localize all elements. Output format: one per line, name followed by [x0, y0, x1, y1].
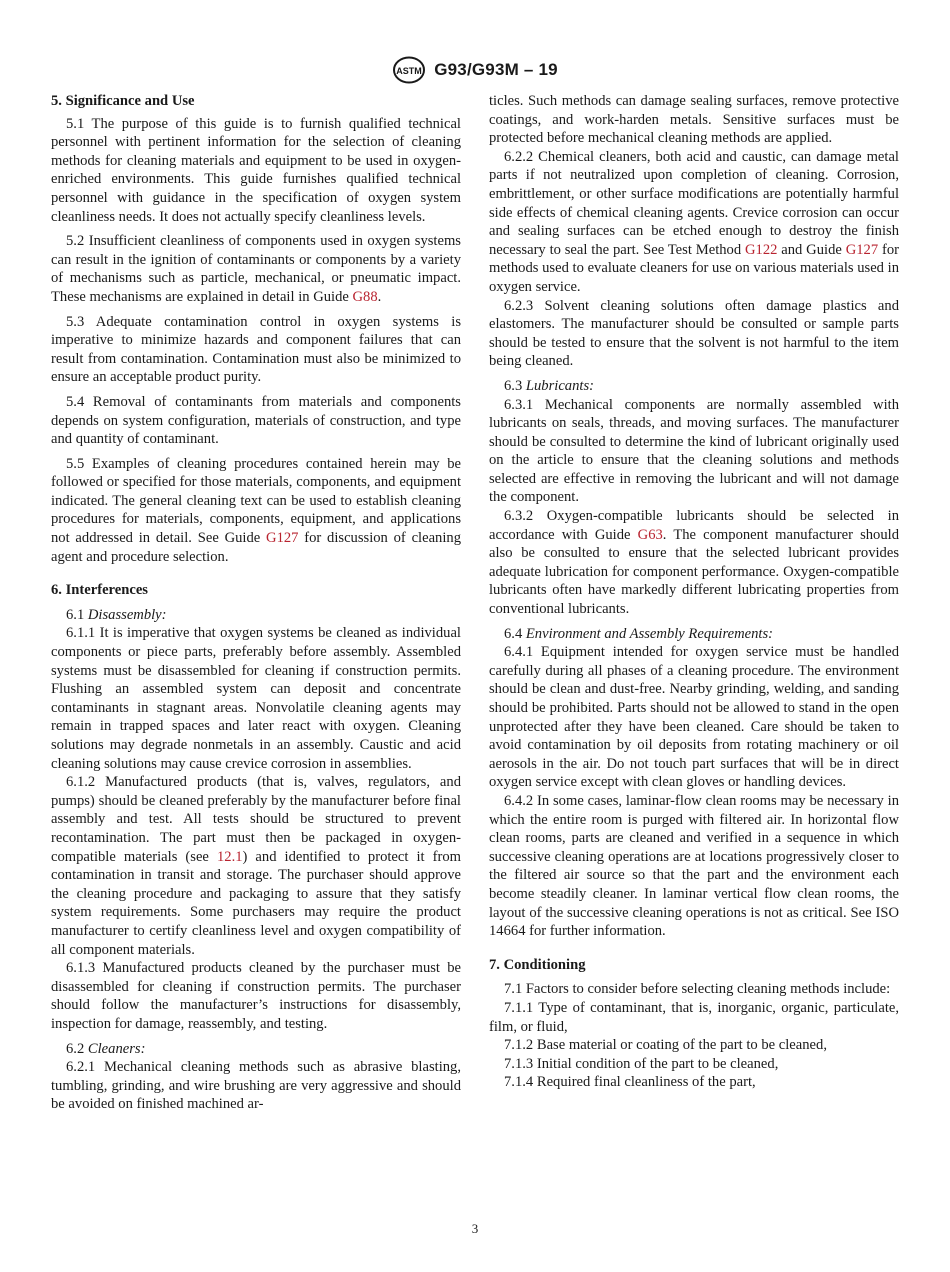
paragraph-5-4: 5.4 Removal of contaminants from materials and components depends on system configuration, materials of construction, and type and quantity of contaminant.: [51, 393, 461, 448]
section-6-heading: 6. Interferences: [51, 582, 148, 599]
paragraph-6-1-2: 6.1.2 Manufactured products (that is, valves, regulators, and pumps) should be cleaned preferably by the manufacturer before final assembly and test. All tests should be structured to prevent recontamination. The part must then be packaged in oxygen-compatible materials (see 12.1) and identified to protect it from contamination in transit and storage. The purchaser should approve the cleaning procedure and packaging to assure that they satisfy system requirements. Some purchasers may require the product manufacturer to certify cleanliness level and oxygen compatibility of all component materials.: [51, 774, 462, 958]
paragraph-7-1-3: 7.1.3 Initial condition of the part to be cleaned,: [504, 1055, 779, 1072]
reference-link-g127-b[interactable]: G127: [845, 241, 879, 258]
paragraph-6-2-2: 6.2.2 Chemical cleaners, both acid and caustic, can damage metal parts if not neutralized upon completion of cleaning. Corrosion, embrittlement, or other surface modifications are potentially harmful side effects of chemical cleaning agents. Crevice corrosion can occur and sealing surfaces can be etched enough to destroy the finish necessary to seal the part. See Test Method G122 and Guide G127 for methods used to evaluate cleaners for use on various materials used in oxygen service.: [489, 148, 899, 295]
paragraph-5-3: 5.3 Adequate contamination control in oxygen systems is imperative to minimize hazards and component failures that can result from contamination. Contamination must also be minimized to ensure an acceptable product purity.: [51, 313, 461, 386]
paragraph-6-2: 6.2 Cleaners:: [66, 1040, 146, 1057]
reference-link-12-1[interactable]: 12.1: [216, 848, 243, 865]
paragraph-6-3-2: 6.3.2 Oxygen-compatible lubricants should be selected in accordance with Guide G63. The component manufacturer should also be consulted to ensure that the selected lubricant provides adequate lubrication for component performance. Oxygen-compatible lubricants often have markedly different lubricating properties from conventional lubricants.: [489, 508, 899, 618]
paragraph-6-1: 6.1 Disassembly:: [66, 606, 167, 623]
paragraph-5-1: 5.1 The purpose of this guide is to furnish qualified technical personnel with pertinent information for the selection of cleaning methods for cleaning materials and equipment to be used in oxygen-enriched environments. This guide furnishes qualified technical personnel with guidance in the specification of oxygen system cleanliness needs. It does not actually specify cleanliness levels.: [51, 115, 461, 225]
standard-designation: G93/G93M – 19: [434, 60, 558, 79]
paragraph-7-1-2: 7.1.2 Base material or coating of the part to be cleaned,: [504, 1037, 827, 1054]
astm-logo-icon: [392, 56, 426, 84]
paragraph-6-2-3: 6.2.3 Solvent cleaning solutions often damage plastics and elastomers. The manufacturer should be consulted or sample parts should be tested to ensure that the solvent is not harmful to the item being cleaned.: [489, 297, 899, 370]
paragraph-7-1-1: 7.1.1 Type of contaminant, that is, inorganic, organic, particulate, film, or fluid,: [489, 999, 899, 1035]
paragraph-5-2: 5.2 Insufficient cleanliness of components used in oxygen systems can result in the ignition of contaminants or components by a variety of mechanisms such as particle, mechanical, or pneumatic impact. These mechanisms are explained in detail in Guide G88.: [51, 233, 461, 305]
paragraph-7-1: 7.1 Factors to consider before selecting cleaning methods include:: [504, 981, 891, 998]
reference-link-g63[interactable]: G63: [637, 526, 663, 543]
right-column: [489, 92, 899, 1092]
reference-link-g88[interactable]: G88: [352, 288, 378, 305]
section-5-heading: 5. Significance and Use: [51, 93, 195, 109]
paragraph-6-1-3: 6.1.3 Manufactured products cleaned by the purchaser must be disassembled for cleaning if construction permits. The purchaser should follow the manufacturer’s instructions for disassembly, inspection for damage, reassembly, and testing.: [51, 960, 461, 1032]
paragraph-6-4: 6.4 Environment and Assembly Requirements:: [504, 625, 773, 642]
paragraph-6-3-1: 6.3.1 Mechanical components are normally assembled with lubricants on seals, threads, and moving surfaces. The manufacturer should be consulted to determine the kind of lubricant originally used on the article to ensure that the cleaning solutions and methods selected are effective in removing the lubricant and will not damage the component.: [489, 396, 899, 506]
paragraph-6-1-1: 6.1.1 It is imperative that oxygen systems be cleaned as individual components or piece parts, preferably before assembly. Assembled systems must be disassembled for cleaning if construction permits. Flushing an assembled system can deposit and concentrate contaminants in stagnant areas. Nonvolatile cleaning agents may remain in trapped spaces and later react with oxygen. Cleaning solutions may degrade nonmetals in an assembly. Caustic and acid cleaning solutions may cause crevice corrosion in assemblies.: [51, 625, 461, 772]
paragraph-5-5: 5.5 Examples of cleaning procedures contained herein may be followed or specified for those materials, components, and equipment indicated. The general cleaning text can be used to establish cleaning procedures for materials, components, equipment, and applications not addressed in detail. See Guide G127 for discussion of cleaning agent and procedure selection.: [51, 455, 462, 565]
astm-logo-text: ASTM: [396, 66, 422, 76]
page-header: [0, 56, 950, 84]
paragraph-6-2-1-continued: ticles. Such methods can damage sealing surfaces, remove protective coatings, and work-harden metals. Sensitive surfaces must be protected before mechanical cleaning methods are applied.: [489, 93, 899, 147]
section-7-heading: 7. Conditioning: [489, 956, 586, 973]
paragraph-6-4-2: 6.4.2 In some cases, laminar-flow clean rooms may be necessary in which the entire room is purged with filtered air. In horizontal flow clean rooms, parts are cleaned and verified in a sequence in which successive cleaning operations are at locations progressively closer to the filtered air source so that the part and the environment each become steadily cleaner. In laminar vertical flow clean rooms, the layout of the successive cleaning operations is not as critical. See ISO 14664 for further information.: [489, 792, 899, 940]
paragraph-6-3: 6.3 Lubricants:: [504, 377, 594, 394]
paragraph-6-2-1: 6.2.1 Mechanical cleaning methods such as abrasive blasting, tumbling, grinding, and wire brushing are very aggressive and should be avoided on finished machined ar-: [51, 1059, 461, 1113]
page-number: 3: [471, 1221, 479, 1236]
left-column: [51, 92, 461, 1114]
reference-link-g127[interactable]: G127: [266, 530, 299, 547]
paragraph-6-4-1: 6.4.1 Equipment intended for oxygen service must be handled carefully during all phases of a cleaning procedure. The environment should be clean and dust-free. Nearby grinding, welding, and sanding should be prohibited. Parts should not be allowed to stand in the open unprotected after they have been cleaned. Care should be taken to avoid contamination by oil deposits from rotating machinery or oil aerosols in the air. Do not touch part surfaces that will be in direct oxygen service except with clean gloves or handling devices.: [489, 644, 899, 791]
reference-link-g122[interactable]: G122: [744, 241, 778, 258]
paragraph-7-1-4: 7.1.4 Required final cleanliness of the part,: [504, 1074, 756, 1091]
